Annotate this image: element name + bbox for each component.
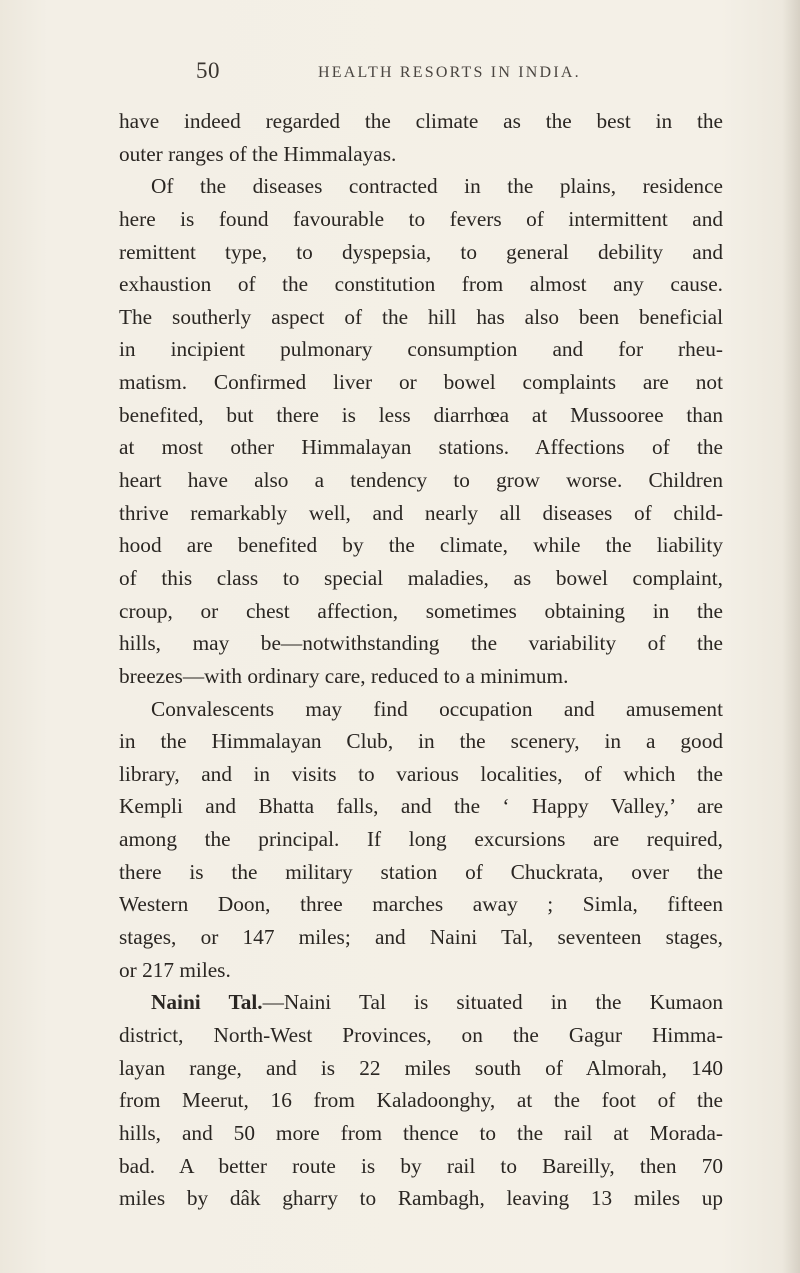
page-number: 50 [196, 58, 220, 83]
text-line: or 217 miles. [119, 957, 231, 982]
text-line: thrive remarkably well, and nearly all diseases of child- [119, 500, 723, 525]
page-edge-shadow [782, 0, 800, 1273]
text-line: bad. A better route is by rail to Bareilly, then 70 [119, 1153, 723, 1178]
text-line: Of the diseases contracted in the plains, residence [151, 174, 723, 199]
text-line: here is found favourable to fevers of intermittent and [119, 206, 723, 231]
section-heading-continuation: —Naini Tal is situated in the Kumaon [262, 990, 723, 1015]
text-line: there is the military station of Chuckrata, over the [119, 859, 723, 884]
page-header [196, 58, 716, 88]
text-line: exhaustion of the constitution from almost any cause. [119, 272, 723, 297]
text-line: matism. Confirmed liver or bowel complaints are not [119, 370, 723, 395]
text-line: from Meerut, 16 from Kaladoonghy, at the foot of the [119, 1088, 723, 1113]
text-line: layan range, and is 22 miles south of Almorah, 140 [119, 1055, 723, 1080]
section-heading-line [119, 986, 723, 1019]
text-line: of this class to special maladies, as bowel complaint, [119, 565, 723, 590]
text-line: miles by dâk gharry to Rambagh, leaving 13 miles up [119, 1186, 723, 1211]
text-line: The southerly aspect of the hill has also been beneficial [119, 304, 723, 329]
text-line: hills, and 50 more from thence to the rail at Morada- [119, 1120, 723, 1145]
text-line: breezes—with ordinary care, reduced to a minimum. [119, 663, 569, 688]
text-line: district, North-West Provinces, on the Gagur Himma- [119, 1022, 723, 1047]
text-line: library, and in visits to various localities, of which the [119, 761, 723, 786]
section-heading: Naini Tal. [151, 990, 263, 1015]
body-text [119, 105, 723, 1215]
text-line: have indeed regarded the climate as the best in the [119, 109, 723, 133]
text-line: benefited, but there is less diarrhœa at Mussooree than [119, 402, 723, 427]
text-line: Kempli and Bhatta falls, and the ‘ Happy Valley,’ are [119, 794, 723, 819]
running-title: HEALTH RESORTS IN INDIA. [318, 64, 581, 81]
text-line: hood are benefited by the climate, while the liability [119, 533, 723, 558]
text-line: remittent type, to dyspepsia, to general debility and [119, 239, 723, 264]
text-line: in incipient pulmonary consumption and for rheu- [119, 337, 723, 362]
text-line: among the principal. If long excursions are required, [119, 827, 723, 852]
text-line: hills, may be—notwithstanding the variability of the [119, 631, 723, 656]
text-line: outer ranges of the Himmalayas. [119, 141, 397, 166]
text-line: croup, or chest affection, sometimes obtaining in the [119, 598, 723, 623]
text-line: heart have also a tendency to grow worse. Children [119, 468, 723, 493]
text-line: Western Doon, three marches away ; Simla, fifteen [119, 892, 723, 917]
text-line: at most other Himmalayan stations. Affections of the [119, 435, 723, 460]
text-line: stages, or 147 miles; and Naini Tal, seventeen stages, [119, 925, 723, 950]
text-line: Convalescents may find occupation and amusement [151, 696, 723, 721]
text-line: in the Himmalayan Club, in the scenery, in a good [119, 729, 723, 754]
